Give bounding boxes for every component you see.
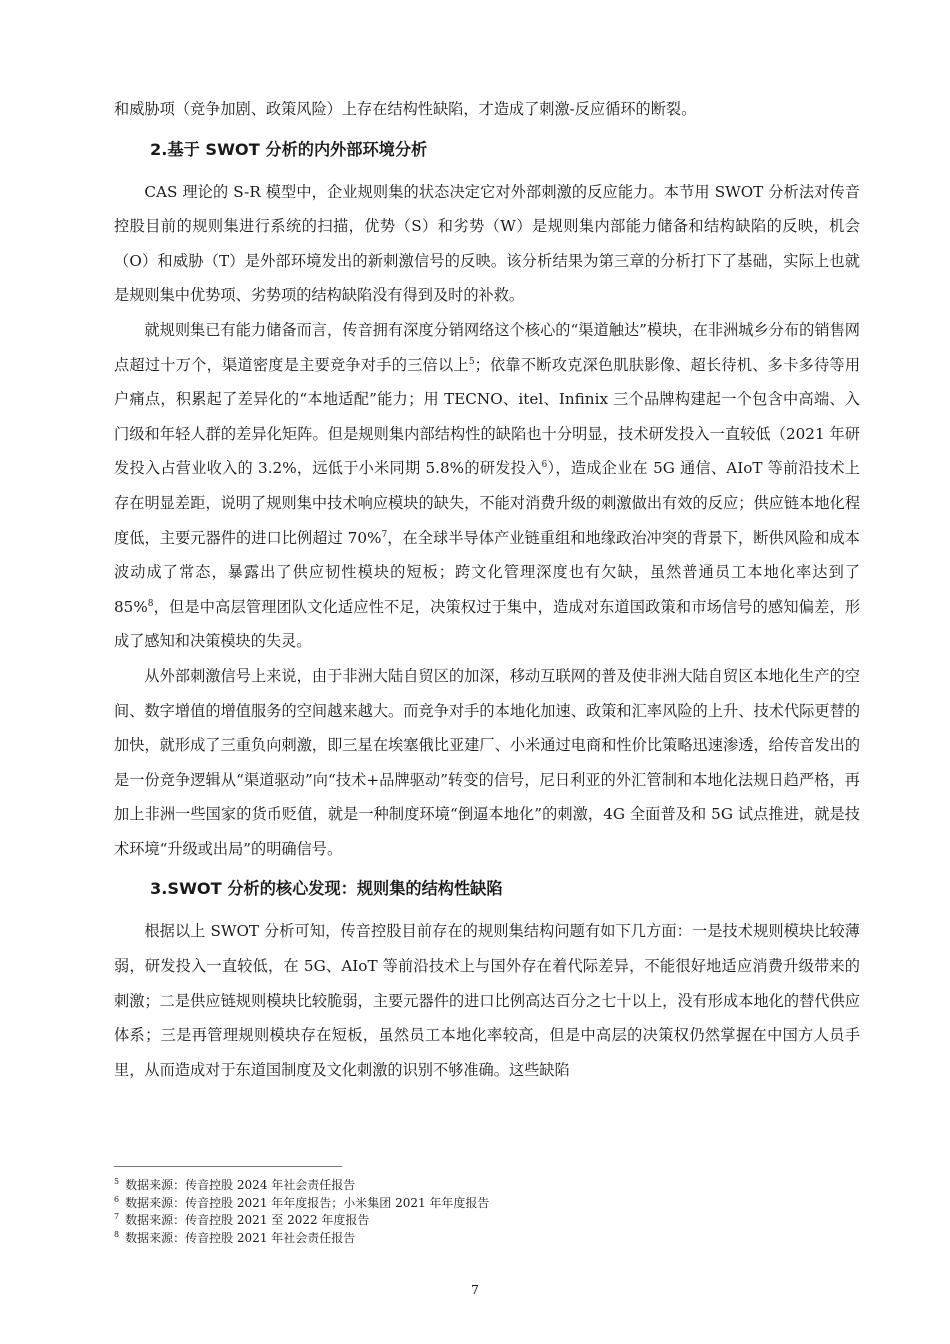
- section-2-paragraph-2: [114, 313, 860, 659]
- paragraph-text: ，在全球半导体产业链重组和地缘政治冲突的背景下，断供风险和成本波动成了常态，暴露出了供应韧性模块的短板；跨文化管理深度也有欠缺，虽然普通员工本地化率达到了 85%: [114, 528, 860, 616]
- section-2-paragraph-1: CAS 理论的 S-R 模型中，企业规则集的状态决定它对外部刺激的反应能力。本节用 SWOT 分析法对传音控股目前的规则集进行系统的扫描，优势（S）和劣势（W）是规则集内部能力储备和结构缺陷的反映，机会（O）和威胁（T）是外部环境发出的新刺激信号的反映。该分析结果为第三章的分析打下了基础，实际上也就是规则集中优势项、劣势项的结构缺陷没有得到及时的补救。: [114, 182, 860, 305]
- paragraph-text: 就规则集已有能力储备而言，传音拥有深度分销网络这个核心的“渠道触达”模块，在非洲城乡分布的销售网点超过十万个，渠道密度是主要竞争对手的三倍以上: [114, 320, 860, 374]
- footnote-ref-5: 5: [468, 356, 475, 367]
- footnote-5: $^5$ 数据来源：传音控股 2024 年社会责任报告: [114, 1177, 356, 1192]
- paragraph-text: ；依靠不断攻克深色肌肤影像、超长待机、多卡多待等用户痛点，积累起了差异化的“本地适配”能力；用 TECNO、itel、Infinix 三个品牌构建起一个包含中高端、入门级和年轻人群的差异化矩阵。但是规则集内部结构性的缺陷也十分明显，技术研发投入一直较低（2021 年研发投入占营业收入的 3.2%，远低于小米同期 5.8%的研发投入: [114, 355, 861, 478]
- section-3-heading: 3.SWOT 分析的核心发现：规则集的结构性缺陷: [150, 879, 503, 899]
- paragraph-text: ），造成企业在 5G 通信、AIoT 等前沿技术上存在明显差距，说明了规则集中技术响应模块的缺失，不能对消费升级的刺激做出有效的反应；供应链本地化程度低，主要元器件的进口比例超过 70%: [114, 459, 860, 547]
- lead-paragraph: 和威胁项（竞争加剧、政策风险）上存在结构性缺陷，才造成了刺激-反应循环的断裂。: [114, 100, 697, 118]
- section-2-paragraph-3: 从外部刺激信号上来说，由于非洲大陆自贸区的加深，移动互联网的普及使非洲大陆自贸区本地化生产的空间、数字增值的增值服务的空间越来越大。而竞争对手的本地化加速、政策和汇率风险的上升、技术代际更替的加快，就形成了三重负向刺激，即三星在埃塞俄比亚建厂、小米通过电商和性价比策略迅速渗透，给传音发出的是一份竞争逻辑从“渠道驱动”向“技术+品牌驱动”转变的信号，尼日利亚的外汇管制和本地化法规日趋严格，再加上非洲一些国家的货币贬值，就是一种制度环境“倒逼本地化”的刺激，4G 全面普及和 5G 试点推进，就是技术环境“升级或出局”的明确信号。: [114, 666, 860, 858]
- footnotes: [114, 1177, 860, 1247]
- footnote-divider: [114, 1166, 342, 1167]
- section-3-paragraph-1: 根据以上 SWOT 分析可知，传音控股目前存在的规则集结构问题有如下几方面：一是技术规则模块比较薄弱，研发投入一直较低，在 5G、AIoT 等前沿技术上与国外存在着代际差异，不能很好地适应消费升级带来的刺激；二是供应链规则模块比较脆弱，主要元器件的进口比例高达百分之七十以上，没有形成本地化的替代供应体系；三是再管理规则模块存在短板，虽然员工本地化率较高，但是中高层的决策权仍然掌握在中国方人员手里，从而造成对于东道国制度及文化刺激的识别不够准确。这些缺陷: [114, 922, 860, 1079]
- footnote-6: $^6$ 数据来源：传音控股 2021 年年度报告；小米集团 2021 年年度报告: [114, 1194, 490, 1210]
- footnote-ref-8: 8: [147, 598, 154, 609]
- footnote-8: $^8$ 数据来源：传音控股 2021 年社会责任报告: [114, 1229, 356, 1245]
- section-2-heading: 2.基于 SWOT 分析的内外部环境分析: [150, 139, 428, 159]
- paragraph-text: ，但是中高层管理团队文化适应性不足，决策权过于集中，造成对东道国政策和市场信号的感知偏差，形成了感知和决策模块的失灵。: [114, 597, 860, 651]
- footnote-ref-6: 6: [541, 460, 548, 471]
- footnote-7: $^7$ 数据来源：传音控股 2021 至 2022 年度报告: [114, 1212, 370, 1227]
- page-number: 7: [471, 1282, 479, 1297]
- document-body: [114, 92, 860, 1087]
- footnote-ref-7: 7: [381, 529, 388, 540]
